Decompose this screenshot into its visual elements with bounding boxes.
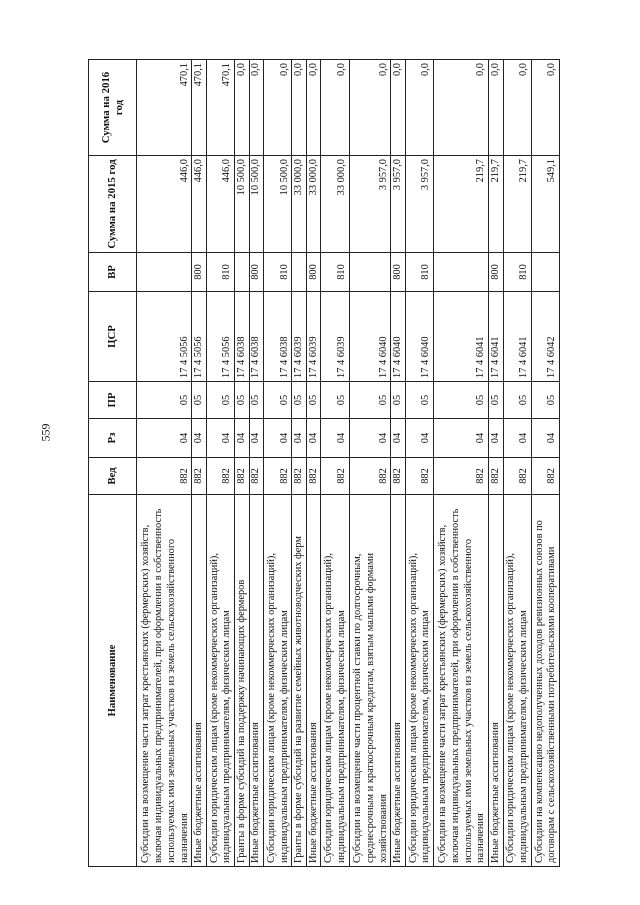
cell-vr: 810 xyxy=(503,253,531,292)
cell-sum-2015: 33 000,0 xyxy=(292,156,307,253)
cell-csr: 17 4 6041 xyxy=(489,292,504,382)
cell-sum-2015: 549,1 xyxy=(531,156,559,253)
cell-name: Субсидии юридическим лицам (кроме некоммерческих организаций), индивидуальным предпринимателям, физическим лицам xyxy=(503,495,531,867)
cell-pr: 05 xyxy=(349,382,391,419)
cell-name: Гранты в форме субсидий на развитие семейных животноводческих ферм xyxy=(292,495,307,867)
cell-vr: 800 xyxy=(306,253,321,292)
cell-sum-2016: 0,0 xyxy=(531,60,559,156)
cell-pr: 05 xyxy=(489,382,504,419)
table-row xyxy=(321,60,349,867)
budget-table xyxy=(88,59,560,867)
table-row xyxy=(292,60,307,867)
header-sum-2016: Сумма на 2016 год xyxy=(89,60,137,156)
cell-sum-2016: 0,0 xyxy=(234,60,249,156)
cell-sum-2016: 470,1 xyxy=(192,60,207,156)
cell-sum-2015: 33 000,0 xyxy=(321,156,349,253)
cell-sum-2015: 219,7 xyxy=(433,156,488,253)
cell-pr: 05 xyxy=(234,382,249,419)
cell-rz: 04 xyxy=(391,419,406,458)
cell-rz: 04 xyxy=(264,419,292,458)
header-pr: ПР xyxy=(89,382,137,419)
cell-rz: 04 xyxy=(137,419,192,458)
cell-name: Субсидии юридическим лицам (кроме некоммерческих организаций), индивидуальным предпринимателям, физическим лицам xyxy=(405,495,433,867)
cell-pr: 05 xyxy=(292,382,307,419)
cell-sum-2016: 0,0 xyxy=(391,60,406,156)
cell-sum-2015: 10 500,0 xyxy=(264,156,292,253)
table-row xyxy=(249,60,264,867)
header-name: Наименование xyxy=(89,495,137,867)
cell-sum-2016: 0,0 xyxy=(306,60,321,156)
cell-csr: 17 4 6038 xyxy=(249,292,264,382)
cell-name: Субсидии на возмещение части затрат крестьянских (фермерских) хозяйств, включая индивидуальных предпринимателей, при оформлении в собственность используемых ими земельных участков из земель сельскохозяйственного назначения xyxy=(137,495,192,867)
cell-vr xyxy=(234,253,249,292)
cell-sum-2016: 0,0 xyxy=(433,60,488,156)
cell-csr: 17 4 6042 xyxy=(531,292,559,382)
cell-vr: 800 xyxy=(489,253,504,292)
cell-rz: 04 xyxy=(249,419,264,458)
cell-sum-2016: 0,0 xyxy=(321,60,349,156)
table-row xyxy=(503,60,531,867)
cell-rz: 04 xyxy=(349,419,391,458)
cell-sum-2016: 0,0 xyxy=(503,60,531,156)
cell-ved: 882 xyxy=(234,458,249,495)
cell-csr: 17 4 6039 xyxy=(306,292,321,382)
cell-pr: 05 xyxy=(264,382,292,419)
cell-sum-2015: 446,0 xyxy=(192,156,207,253)
cell-ved: 882 xyxy=(249,458,264,495)
cell-vr: 810 xyxy=(264,253,292,292)
cell-pr: 05 xyxy=(405,382,433,419)
header-vr: ВР xyxy=(89,253,137,292)
cell-name: Иные бюджетные ассигнования xyxy=(391,495,406,867)
header-rz: Рз xyxy=(89,419,137,458)
cell-vr xyxy=(292,253,307,292)
header-csr: ЦСР xyxy=(89,292,137,382)
cell-csr: 17 4 6040 xyxy=(391,292,406,382)
cell-csr: 17 4 5056 xyxy=(192,292,207,382)
cell-csr: 17 4 6039 xyxy=(292,292,307,382)
cell-vr xyxy=(433,253,488,292)
cell-sum-2016: 0,0 xyxy=(405,60,433,156)
cell-sum-2016: 0,0 xyxy=(292,60,307,156)
table-row xyxy=(234,60,249,867)
cell-vr: 810 xyxy=(405,253,433,292)
cell-pr: 05 xyxy=(433,382,488,419)
cell-sum-2015: 446,0 xyxy=(206,156,234,253)
cell-sum-2015: 10 500,0 xyxy=(249,156,264,253)
cell-sum-2016: 0,0 xyxy=(264,60,292,156)
table-row xyxy=(264,60,292,867)
cell-ved: 882 xyxy=(292,458,307,495)
cell-csr: 17 4 5056 xyxy=(137,292,192,382)
cell-rz: 04 xyxy=(292,419,307,458)
cell-pr: 05 xyxy=(137,382,192,419)
cell-ved: 882 xyxy=(192,458,207,495)
cell-pr: 05 xyxy=(531,382,559,419)
cell-csr: 17 4 6041 xyxy=(433,292,488,382)
cell-sum-2016: 0,0 xyxy=(489,60,504,156)
table-row xyxy=(433,60,488,867)
cell-sum-2016: 0,0 xyxy=(349,60,391,156)
cell-name: Гранты в форме субсидий на поддержку начинающих фермеров xyxy=(234,495,249,867)
cell-ved: 882 xyxy=(306,458,321,495)
cell-sum-2015: 3 957,0 xyxy=(391,156,406,253)
cell-name: Иные бюджетные ассигнования xyxy=(249,495,264,867)
cell-name: Иные бюджетные ассигнования xyxy=(489,495,504,867)
cell-vr xyxy=(137,253,192,292)
cell-csr: 17 4 6038 xyxy=(234,292,249,382)
cell-csr: 17 4 5056 xyxy=(206,292,234,382)
cell-pr: 05 xyxy=(391,382,406,419)
cell-pr: 05 xyxy=(249,382,264,419)
cell-ved: 882 xyxy=(391,458,406,495)
cell-ved: 882 xyxy=(489,458,504,495)
cell-vr xyxy=(349,253,391,292)
cell-rz: 04 xyxy=(433,419,488,458)
cell-rz: 04 xyxy=(306,419,321,458)
cell-pr: 05 xyxy=(503,382,531,419)
cell-vr: 800 xyxy=(192,253,207,292)
cell-name: Субсидии юридическим лицам (кроме некоммерческих организаций), индивидуальным предпринимателям, физическим лицам xyxy=(264,495,292,867)
cell-sum-2015: 10 500,0 xyxy=(234,156,249,253)
cell-ved: 882 xyxy=(433,458,488,495)
table-row xyxy=(405,60,433,867)
cell-sum-2015: 3 957,0 xyxy=(405,156,433,253)
cell-vr: 810 xyxy=(321,253,349,292)
cell-ved: 882 xyxy=(349,458,391,495)
cell-rz: 04 xyxy=(489,419,504,458)
cell-sum-2016: 470,1 xyxy=(206,60,234,156)
cell-rz: 04 xyxy=(192,419,207,458)
table-row xyxy=(391,60,406,867)
cell-csr: 17 4 6040 xyxy=(349,292,391,382)
table-row xyxy=(206,60,234,867)
cell-pr: 05 xyxy=(306,382,321,419)
cell-pr: 05 xyxy=(192,382,207,419)
cell-name: Иные бюджетные ассигнования xyxy=(306,495,321,867)
cell-vr: 810 xyxy=(206,253,234,292)
cell-pr: 05 xyxy=(321,382,349,419)
budget-table-rotated xyxy=(88,60,560,867)
cell-ved: 882 xyxy=(503,458,531,495)
cell-sum-2016: 470,1 xyxy=(137,60,192,156)
cell-pr: 05 xyxy=(206,382,234,419)
cell-sum-2016: 0,0 xyxy=(249,60,264,156)
cell-name: Субсидии на компенсацию недополученных доходов ревизионных союзов по договорам с сельскохозяйственными потребительскими кооперативами xyxy=(531,495,559,867)
cell-ved: 882 xyxy=(321,458,349,495)
table-header-row xyxy=(89,60,137,867)
cell-vr xyxy=(531,253,559,292)
table-row xyxy=(306,60,321,867)
page-number: 559 xyxy=(38,423,53,442)
cell-name: Субсидии юридическим лицам (кроме некоммерческих организаций), индивидуальным предпринимателям, физическим лицам xyxy=(206,495,234,867)
cell-csr: 17 4 6041 xyxy=(503,292,531,382)
cell-rz: 04 xyxy=(531,419,559,458)
cell-name: Субсидии юридическим лицам (кроме некоммерческих организаций), индивидуальным предпринимателям, физическим лицам xyxy=(321,495,349,867)
header-sum-2015: Сумма на 2015 год xyxy=(89,156,137,253)
cell-ved: 882 xyxy=(264,458,292,495)
cell-sum-2015: 219,7 xyxy=(503,156,531,253)
table-row xyxy=(349,60,391,867)
table-row xyxy=(531,60,559,867)
cell-ved: 882 xyxy=(531,458,559,495)
cell-rz: 04 xyxy=(234,419,249,458)
cell-csr: 17 4 6038 xyxy=(264,292,292,382)
cell-sum-2015: 33 000,0 xyxy=(306,156,321,253)
cell-name: Субсидии на возмещение части затрат крестьянских (фермерских) хозяйств, включая индивидуальных предпринимателей, при оформлении в собственность используемых ими земельных участков из земель сельскохозяйственного назначения xyxy=(433,495,488,867)
cell-sum-2015: 3 957,0 xyxy=(349,156,391,253)
table-row xyxy=(192,60,207,867)
cell-csr: 17 4 6039 xyxy=(321,292,349,382)
cell-rz: 04 xyxy=(321,419,349,458)
cell-vr: 800 xyxy=(249,253,264,292)
cell-name: Иные бюджетные ассигнования xyxy=(192,495,207,867)
cell-vr: 800 xyxy=(391,253,406,292)
cell-name: Субсидии на возмещение части процентной ставки по долгосрочным, среднесрочным и краткосрочным кредитам, взятым малыми формами хозяйствования xyxy=(349,495,391,867)
header-ved: Вед xyxy=(89,458,137,495)
cell-ved: 882 xyxy=(206,458,234,495)
cell-rz: 04 xyxy=(405,419,433,458)
cell-sum-2015: 446,0 xyxy=(137,156,192,253)
cell-rz: 04 xyxy=(503,419,531,458)
cell-sum-2015: 219,7 xyxy=(489,156,504,253)
cell-csr: 17 4 6040 xyxy=(405,292,433,382)
table-row xyxy=(137,60,192,867)
cell-ved: 882 xyxy=(137,458,192,495)
cell-rz: 04 xyxy=(206,419,234,458)
table-row xyxy=(489,60,504,867)
cell-ved: 882 xyxy=(405,458,433,495)
